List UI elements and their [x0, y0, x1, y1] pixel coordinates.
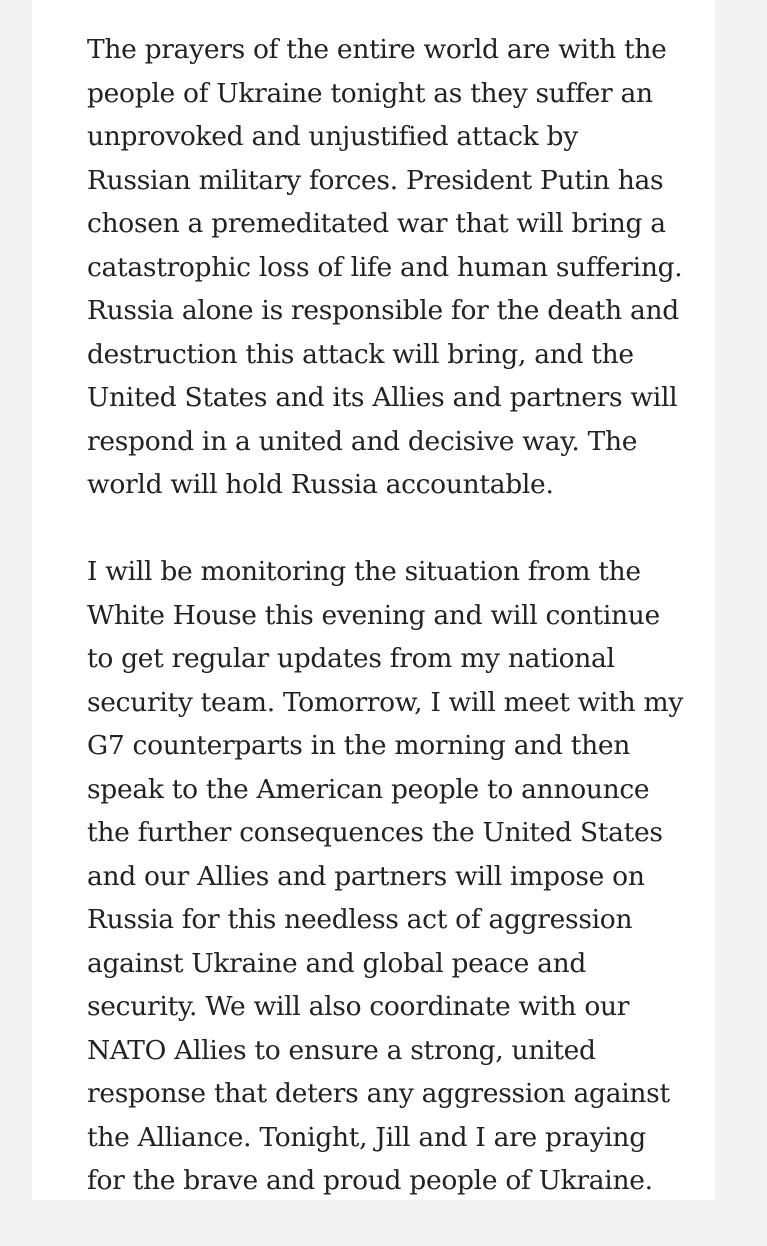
text-line: and our Allies and partners will impose on	[87, 860, 645, 892]
text-line: speak to the American people to announce	[87, 773, 650, 805]
text-line: the Alliance. Tonight, Jill and I are praying	[87, 1121, 646, 1153]
text-line: I will be monitoring the situation from the	[87, 556, 641, 587]
text-line: White House this evening and will continue	[87, 599, 660, 631]
text-line: United States and its Allies and partners will	[87, 382, 678, 413]
text-line: to get regular updates from my national	[87, 643, 615, 674]
text-line: catastrophic loss of life and human suffering.	[87, 251, 683, 283]
paragraph-1	[87, 28, 695, 507]
text-line: response that deters any aggression against	[87, 1078, 670, 1109]
page-edge	[736, 0, 767, 1200]
text-line: Russian military forces. President Putin has	[87, 164, 664, 196]
text-line: respond in a united and decisive way. The	[87, 425, 638, 457]
paragraph-2	[87, 550, 695, 1203]
text-line: security. We will also coordinate with our	[87, 991, 630, 1022]
text-line: against Ukraine and global peace and	[87, 947, 587, 979]
text-line: people of Ukraine tonight as they suffer an	[87, 77, 653, 109]
text-line: The prayers of the entire world are with the	[87, 34, 667, 65]
text-line: the further consequences the United States	[87, 817, 663, 848]
text-line: security team. Tomorrow, I will meet with my	[87, 686, 684, 718]
text-line: Russia alone is responsible for the death and	[87, 295, 679, 326]
text-line: for the brave and proud people of Ukraine.	[87, 1165, 653, 1196]
text-line: destruction this attack will bring, and the	[87, 338, 634, 370]
text-line: unprovoked and unjustified attack by	[87, 121, 578, 152]
text-line: G7 counterparts in the morning and then	[87, 730, 631, 761]
text-line: chosen a premeditated war that will bring a	[87, 208, 666, 239]
text-line: world will hold Russia accountable.	[87, 469, 554, 500]
text-line: Russia for this needless act of aggression	[87, 904, 633, 935]
statement-body	[87, 28, 695, 1246]
text-line: NATO Allies to ensure a strong, united	[87, 1034, 596, 1066]
